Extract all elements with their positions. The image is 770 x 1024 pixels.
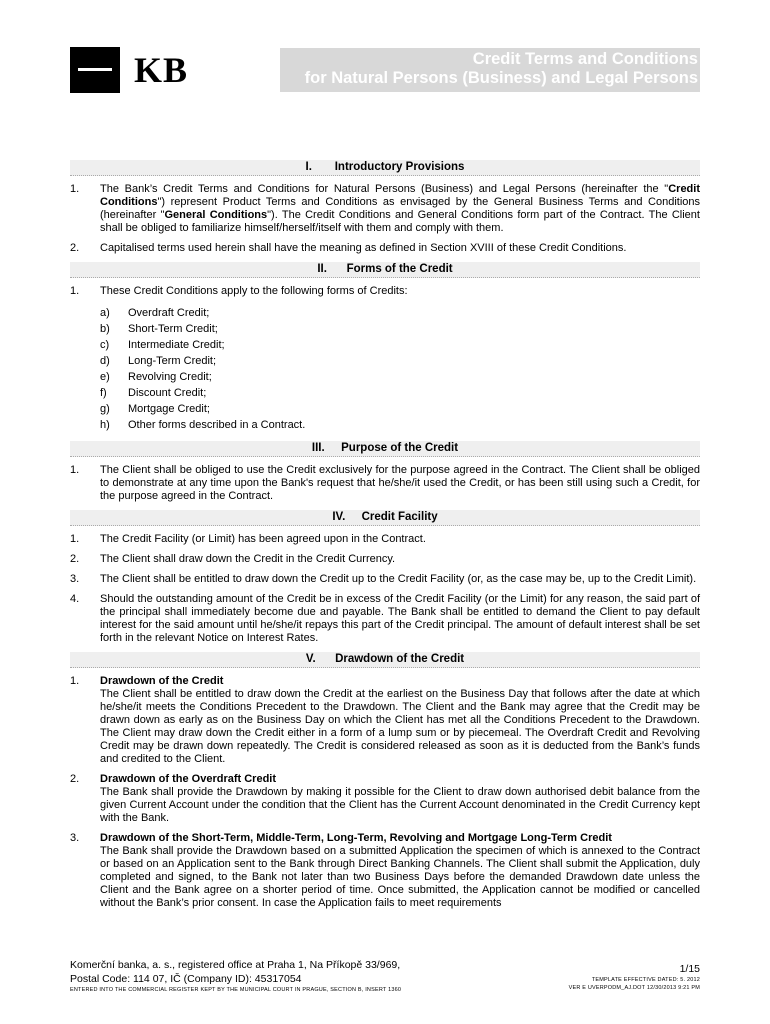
paragraph-number: 3. [70, 832, 80, 844]
page-number: 1/15 [679, 963, 700, 975]
defined-term: Credit Conditions [100, 183, 700, 208]
paragraph-text: Drawdown of the Short-Term, Middle-Term, Long-Term, Revolving and Mortgage Long-Term Credit The Bank shall provide the Drawdown based on a submitted Application the specimen of which is annexed to the Contract or based on an Application sent to the Bank through Direct Banking Channels. The Client shall submit the Application, duly completed and signed, to the Bank not later than two Business Days before the demanded Drawdown date unless the Client and the Bank agree on a shorter period of time. Once submitted, the Application cannot be modified or cancelled without the Bank’s prior consent. In case the Application fails to meet requirements [100, 832, 700, 909]
list-letter: d) [100, 355, 110, 367]
footer-register-note: ENTERED INTO THE COMMERCIAL REGISTER KEPT BY THE MUNICIPAL COURT IN PRAGUE, SECTION B, INSERT 1360 [70, 987, 402, 993]
title-line-1: Credit Terms and Conditions [472, 50, 698, 68]
list-item [100, 321, 700, 337]
kb-logo-mark [70, 47, 120, 93]
paragraph [70, 533, 700, 546]
paragraph-text: Should the outstanding amount of the Credit be in excess of the Credit Facility (or the Limit) for any reason, the said part of the principal shall immediately become due and payable. The Bank shall be entitled to demand the Client to pay default interest for the said amount until he/she/it repays this part of the Credit principal. The amount of default interest shall be set forth in the relevant Notice on Interest Rates. [100, 593, 700, 644]
list-text: Short-Term Credit; [128, 323, 218, 335]
paragraph [70, 553, 700, 566]
title-line-2: for Natural Persons (Business) and Legal Persons [304, 69, 698, 87]
paragraph [70, 183, 700, 235]
section-title: Introductory Provisions [334, 161, 465, 173]
paragraph-text: The Client shall be entitled to draw down the Credit up to the Credit Facility (or, as the case may be, up to the Credit Limit). [100, 573, 697, 585]
version-note: VER E UVERPODM_AJ.DOT 12/30/2013 9:21 PM [568, 985, 700, 991]
paragraph-heading: Drawdown of the Short-Term, Middle-Term, Long-Term, Revolving and Mortgage Long-Term Credit [100, 832, 612, 844]
section-heading [70, 441, 700, 457]
section-heading [70, 262, 700, 278]
section-number: V. [305, 653, 316, 665]
section-heading [70, 160, 700, 176]
paragraph [70, 675, 700, 766]
kb-logo [70, 47, 188, 93]
paragraph-text: The Bank’s Credit Terms and Conditions for Natural Persons (Business) and Legal Persons (hereinafter the "Credit Conditions") represent Product Terms and Conditions as envisaged by the General Business Terms and Conditions (hereinafter "General Conditions"). The Credit Conditions and General Conditions form part of the Contract. The Client shall be obliged to familiarize himself/herself/itself with them and comply with them. [100, 183, 700, 234]
list-text: Long-Term Credit; [128, 355, 217, 367]
footer-address: Komerční banka, a. s., registered office at Praha 1, Na Příkopě 33/969, [70, 959, 401, 971]
paragraph [70, 464, 700, 503]
list-letter: h) [100, 419, 110, 431]
list-letter: a) [100, 307, 110, 319]
list-text: Revolving Credit; [128, 371, 212, 383]
list-item [100, 417, 700, 433]
paragraph-number: 4. [70, 593, 80, 605]
footer-company-id: Postal Code: 114 07, IČ (Company ID): 45317054 [70, 973, 302, 985]
section-number: III. [311, 442, 325, 454]
paragraph [70, 593, 700, 645]
document-title [305, 50, 698, 88]
paragraph-text: The Credit Facility (or Limit) has been agreed upon in the Contract. [100, 533, 426, 545]
section-number: I. [305, 161, 312, 173]
paragraph [70, 285, 700, 298]
paragraph-number: 1. [70, 533, 80, 545]
list-item [100, 401, 700, 417]
list-text: Discount Credit; [128, 387, 207, 399]
section-heading [70, 652, 700, 668]
paragraph [70, 242, 700, 255]
paragraph-number: 3. [70, 573, 80, 585]
section-title: Forms of the Credit [346, 263, 453, 275]
paragraph-heading: Drawdown of the Overdraft Credit [100, 773, 277, 785]
list-item [100, 337, 700, 353]
list-letter: e) [100, 371, 110, 383]
list-letter: b) [100, 323, 110, 335]
paragraph-text: The Client shall be obliged to use the Credit exclusively for the purpose agreed in the Contract. The Client shall be obliged to demonstrate at any time upon the Bank's request that he/she/it used the Credit, or has been still using such a Credit, for the purpose agreed in the Contract. [100, 464, 700, 502]
paragraph-number: 2. [70, 773, 80, 785]
section-title: Drawdown of the Credit [335, 653, 465, 665]
section-title: Credit Facility [361, 511, 438, 523]
paragraph [70, 773, 700, 825]
list-text: Other forms described in a Contract. [128, 419, 306, 431]
section-title: Purpose of the Credit [341, 442, 459, 454]
credit-forms-list [100, 305, 700, 433]
paragraph-text: Drawdown of the Credit The Client shall be entitled to draw down the Credit at the earliest on the Business Day that follows after the date at which he/she/it meets the Conditions Precedent to the Drawdown. The Client and the Bank may agree that the Credit may be drawn down as early as on the Business Day on which the Client has met all the Conditions Precedent to the Drawdown. The Client may draw down the Credit either in a form of a lump sum or by piecemeal. The Overdraft Credit and Revolving Credit may be drawn down repeatedly. The Credit is considered released as soon as it is deducted from the Bank’s funds and credited to the Client. [100, 675, 700, 765]
paragraph-text: These Credit Conditions apply to the following forms of Credits: [100, 285, 408, 297]
list-letter: f) [100, 387, 107, 399]
paragraph-number: 1. [70, 675, 80, 687]
defined-term: General Conditions [164, 209, 268, 221]
section-number: IV. [332, 511, 346, 523]
section-number: II. [317, 263, 327, 275]
list-text: Mortgage Credit; [128, 403, 210, 415]
paragraph [70, 832, 700, 910]
paragraph-text: The Client shall draw down the Credit in the Credit Currency. [100, 553, 396, 565]
list-text: Overdraft Credit; [128, 307, 210, 319]
paragraph-text: Drawdown of the Overdraft Credit The Bank shall provide the Drawdown by making it possible for the Client to draw down authorised debit balance from the given Current Account under the condition that the Client has the Current Account denominated in the Credit Currency kept with the Bank. [100, 773, 700, 824]
paragraph-number: 1. [70, 464, 80, 476]
list-text: Intermediate Credit; [128, 339, 225, 351]
paragraph [70, 573, 700, 586]
document-body [70, 160, 700, 917]
paragraph-heading: Drawdown of the Credit [100, 675, 224, 687]
list-letter: g) [100, 403, 110, 415]
paragraph-text: Capitalised terms used herein shall have the meaning as defined in Section XVIII of these Credit Conditions. [100, 242, 627, 254]
paragraph-number: 2. [70, 553, 80, 565]
list-letter: c) [100, 339, 110, 351]
list-item [100, 369, 700, 385]
kb-logo-text: KB [134, 50, 189, 90]
paragraph-number: 1. [70, 285, 80, 297]
list-item [100, 353, 700, 369]
list-item [100, 305, 700, 321]
paragraph-number: 2. [70, 242, 80, 254]
section-heading [70, 510, 700, 526]
template-date: TEMPLATE EFFECTIVE DATED: 5. 2012 [591, 977, 700, 983]
list-item [100, 385, 700, 401]
paragraph-number: 1. [70, 183, 80, 195]
